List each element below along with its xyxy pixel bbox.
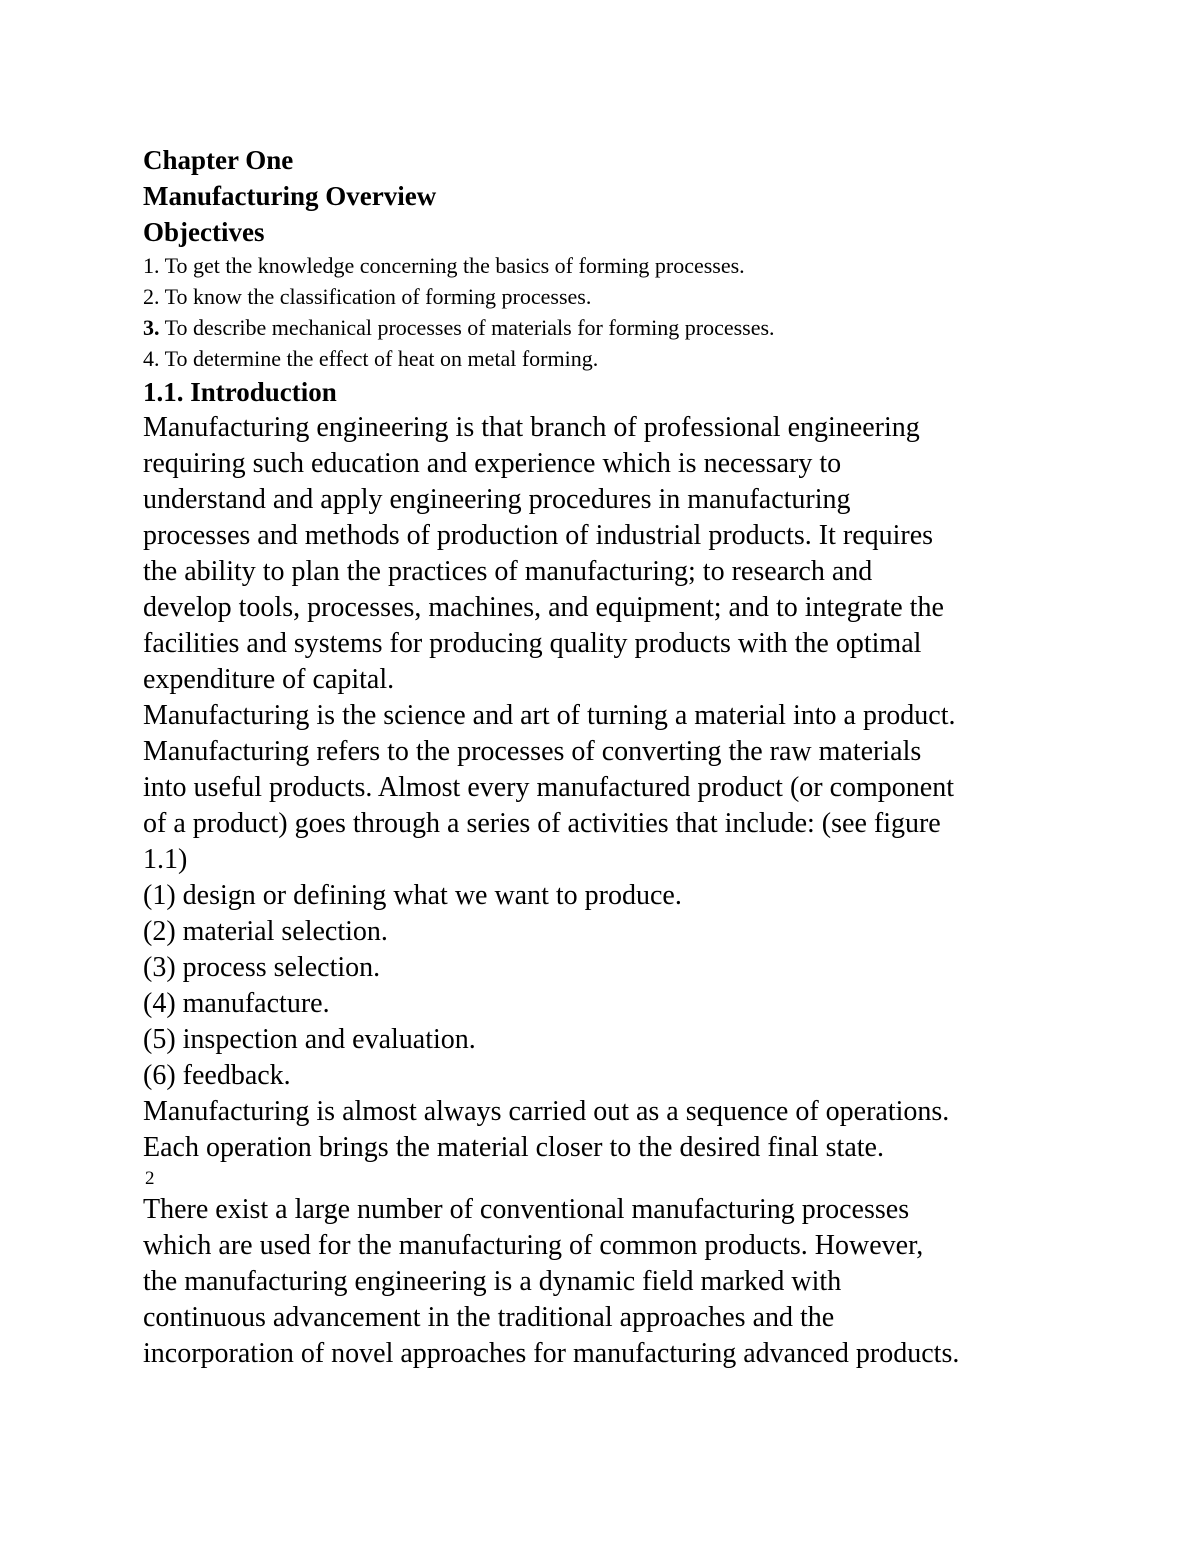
paragraph-conventional xyxy=(143,1192,1143,1372)
list-item: (1) design or defining what we want to produce. xyxy=(143,880,682,911)
text-line: Manufacturing is the science and art of turning a material into a product. xyxy=(143,700,956,731)
text-line: processes and methods of production of industrial products. It requires xyxy=(143,520,934,551)
objective-number: 3. xyxy=(143,315,160,340)
list-item: (6) feedback. xyxy=(143,1060,291,1091)
chapter-label: Chapter One xyxy=(143,145,294,175)
text-line: the ability to plan the practices of manufacturing; to research and xyxy=(143,556,873,587)
text-line: facilities and systems for producing quality products with the optimal xyxy=(143,628,922,659)
objective-number: 2. xyxy=(143,284,160,309)
text-line: There exist a large number of conventional manufacturing processes xyxy=(143,1194,910,1225)
text-line: develop tools, processes, machines, and equipment; and to integrate the xyxy=(143,592,944,623)
text-line: incorporation of novel approaches for manufacturing advanced products. xyxy=(143,1338,960,1369)
list-item: (5) inspection and evaluation. xyxy=(143,1024,476,1055)
objective-item xyxy=(143,343,1143,374)
list-item: (3) process selection. xyxy=(143,952,381,983)
objective-text: To describe mechanical processes of materials for forming processes. xyxy=(159,315,775,340)
objective-item xyxy=(143,281,1143,312)
chapter-title: Manufacturing Overview xyxy=(143,181,437,211)
objective-number: 4. xyxy=(143,346,160,371)
text-line: requiring such education and experience which is necessary to xyxy=(143,448,842,479)
paragraph-definition xyxy=(143,410,1143,698)
text-line: Each operation brings the material closer to the desired final state. xyxy=(143,1132,884,1163)
page-number: 2 xyxy=(145,1168,155,1189)
text-line: which are used for the manufacturing of common products. However, xyxy=(143,1230,924,1261)
objective-number: 1. xyxy=(143,253,160,278)
text-line: 1.1) xyxy=(143,844,188,875)
text-line: into useful products. Almost every manufactured product (or component xyxy=(143,772,955,803)
text-line: expenditure of capital. xyxy=(143,664,395,695)
text-line: Manufacturing engineering is that branch of professional engineering xyxy=(143,412,920,443)
paragraph-manufacturing xyxy=(143,698,1143,878)
objective-text: To know the classification of forming processes. xyxy=(159,284,592,309)
paragraph-sequence xyxy=(143,1094,1143,1166)
text-line: Manufacturing refers to the processes of converting the raw materials xyxy=(143,736,922,767)
objective-text: To get the knowledge concerning the basics of forming processes. xyxy=(159,253,745,278)
objective-item xyxy=(143,312,1143,343)
text-line: Manufacturing is almost always carried out as a sequence of operations. xyxy=(143,1096,950,1127)
list-item: (2) material selection. xyxy=(143,916,388,947)
section-heading: 1.1. Introduction xyxy=(143,377,337,407)
text-line: of a product) goes through a series of activities that include: (see figure xyxy=(143,808,941,839)
objectives-list xyxy=(143,250,1143,374)
list-item: (4) manufacture. xyxy=(143,988,330,1019)
activity-steps-list xyxy=(143,878,1143,1094)
text-line: understand and apply engineering procedures in manufacturing xyxy=(143,484,851,515)
text-line: continuous advancement in the traditional approaches and the xyxy=(143,1302,835,1333)
page-content xyxy=(143,142,1143,1372)
objective-text: To determine the effect of heat on metal forming. xyxy=(159,346,599,371)
objective-item xyxy=(143,250,1143,281)
text-line: the manufacturing engineering is a dynamic field marked with xyxy=(143,1266,842,1297)
objectives-heading: Objectives xyxy=(143,217,265,247)
